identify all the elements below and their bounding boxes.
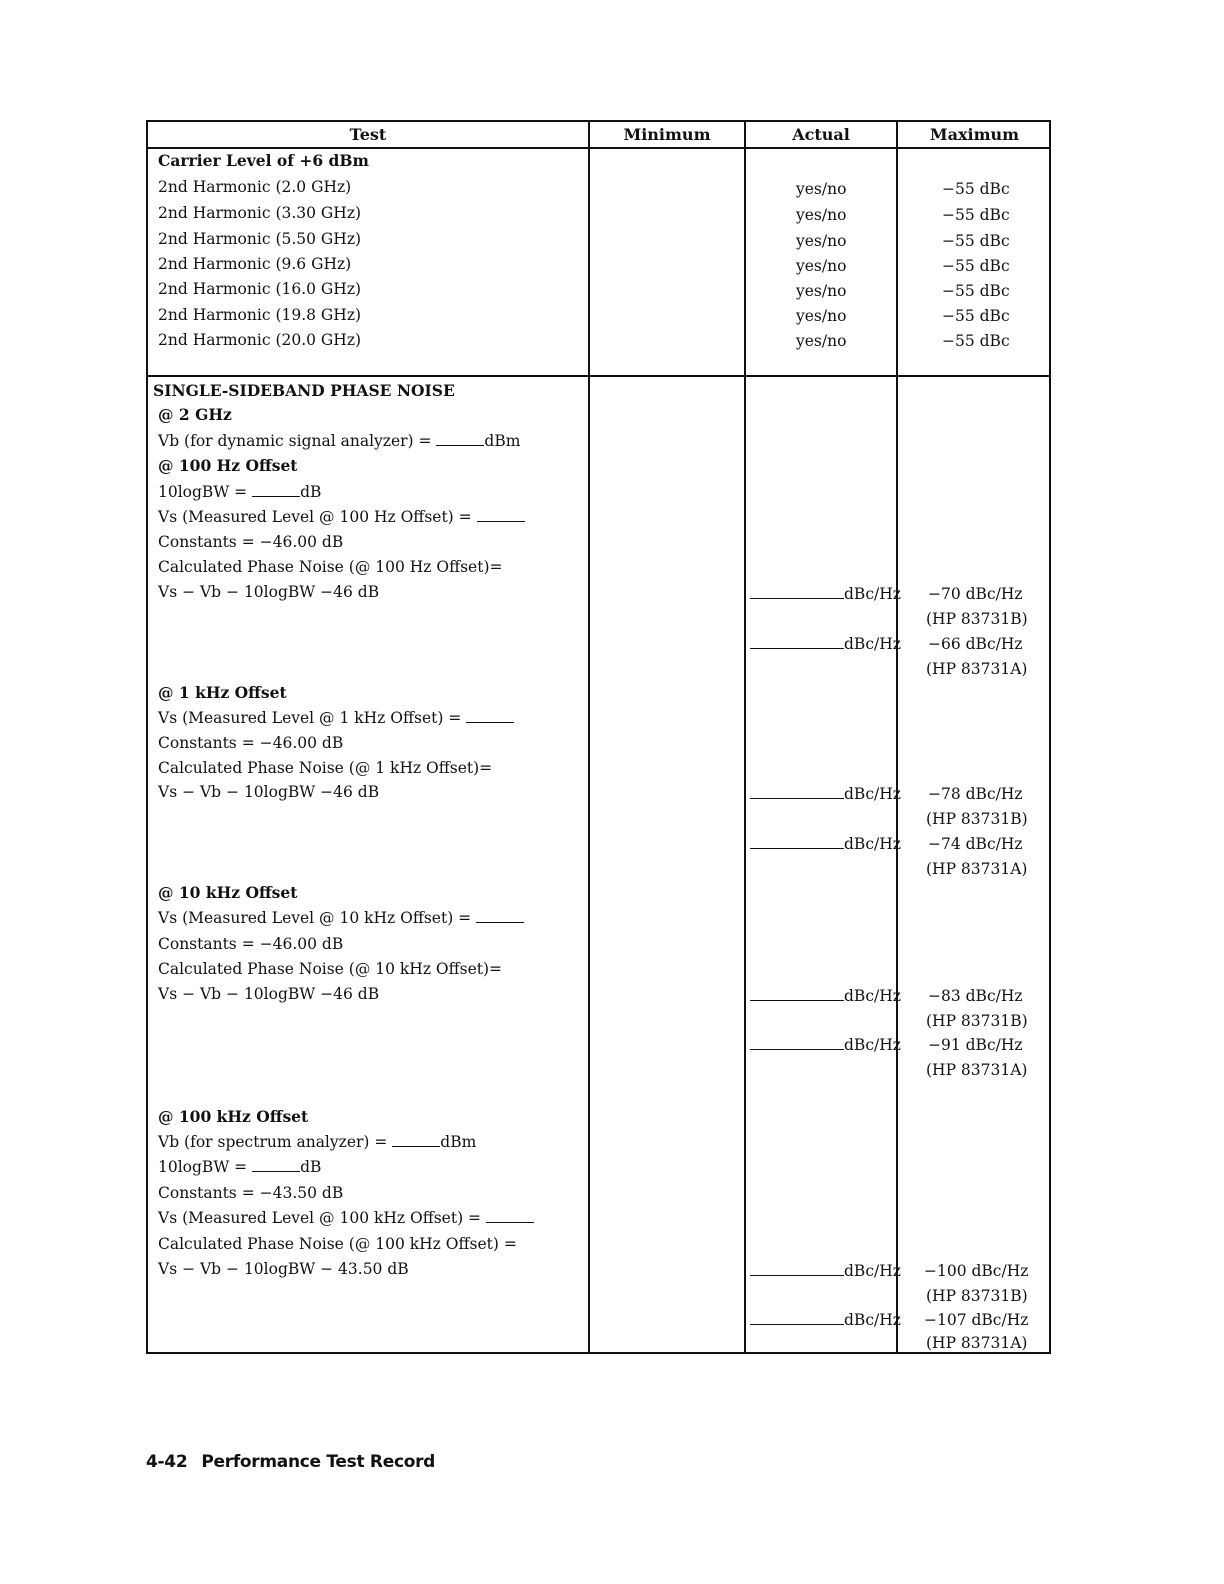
actual-unit: dBc/Hz [844,835,901,853]
actual-entry [750,1261,901,1281]
calc-line: Calculated Phase Noise (@ 10 kHz Offset)= [158,960,503,978]
actual-entry [750,986,901,1006]
vs-label: Vs (Measured Level @ 100 kHz Offset) = [158,1209,486,1227]
harmonic-label: 2nd Harmonic (3.30 GHz) [158,204,362,222]
vb-sa-unit: dBm [440,1133,477,1151]
logbw-unit: dB [300,483,322,501]
max-value: −66 dBc/Hz [928,635,1023,653]
harmonic-max: −55 dBc [942,332,1010,350]
header-actual: Actual [792,125,850,144]
blank-field[interactable] [477,507,525,522]
blank-field[interactable] [466,708,514,723]
harmonic-max: −55 dBc [942,282,1010,300]
vs-line [158,507,525,527]
vs-label: Vs (Measured Level @ 100 Hz Offset) = [158,508,477,526]
harmonic-max: −55 dBc [942,257,1010,275]
actual-unit: dBc/Hz [844,1262,901,1280]
formula-line: Vs − Vb − 10logBW − 43.50 dB [158,1260,409,1278]
logbw-line [158,1157,321,1177]
model-label: (HP 83731B) [926,810,1028,828]
blank-field[interactable] [750,834,844,849]
offset-heading: @ 10 kHz Offset [158,883,298,902]
actual-entry [750,784,901,804]
model-label: (HP 83731A) [926,1061,1028,1079]
logbw-unit: dB [300,1158,322,1176]
harmonic-label: 2nd Harmonic (9.6 GHz) [158,255,352,273]
vb-dsa-unit: dBm [484,432,521,450]
column-divider [744,120,746,1354]
model-label: (HP 83731B) [926,1012,1028,1030]
actual-unit: dBc/Hz [844,635,901,653]
harmonic-label: 2nd Harmonic (19.8 GHz) [158,306,362,324]
constants-line: Constants = −46.00 dB [158,734,344,752]
formula-line: Vs − Vb − 10logBW −46 dB [158,985,380,1003]
harmonic-actual: yes/no [796,282,847,300]
model-label: (HP 83731B) [926,1287,1028,1305]
model-label: (HP 83731B) [926,610,1028,628]
max-value: −78 dBc/Hz [928,785,1023,803]
max-value: −107 dBc/Hz [924,1311,1029,1329]
offset-heading: @ 100 Hz Offset [158,456,298,475]
formula-line: Vs − Vb − 10logBW −46 dB [158,583,380,601]
blank-field[interactable] [252,1157,300,1172]
actual-unit: dBc/Hz [844,1036,901,1054]
max-value: −70 dBc/Hz [928,585,1023,603]
max-value: −74 dBc/Hz [928,835,1023,853]
harmonic-label: 2nd Harmonic (5.50 GHz) [158,230,362,248]
blank-field[interactable] [750,1035,844,1050]
harmonic-max: −55 dBc [942,180,1010,198]
actual-unit: dBc/Hz [844,1311,901,1329]
vs-label: Vs (Measured Level @ 1 kHz Offset) = [158,709,467,727]
section-rule [146,375,1051,377]
constants-line: Constants = −46.00 dB [158,533,344,551]
blank-field[interactable] [252,482,300,497]
blank-field[interactable] [392,1132,440,1147]
actual-unit: dBc/Hz [844,585,901,603]
vs-line [158,908,524,928]
max-value: −100 dBc/Hz [924,1262,1029,1280]
frequency-heading: @ 2 GHz [158,405,232,424]
constants-line: Constants = −46.00 dB [158,935,344,953]
logbw-line [158,482,321,502]
harmonic-label: 2nd Harmonic (2.0 GHz) [158,178,352,196]
actual-unit: dBc/Hz [844,987,901,1005]
blank-field[interactable] [750,1261,844,1276]
column-divider [588,120,590,1354]
harmonic-actual: yes/no [796,307,847,325]
offset-heading: @ 1 kHz Offset [158,683,287,702]
harmonic-actual: yes/no [796,257,847,275]
blank-field[interactable] [750,986,844,1001]
section-title: SINGLE-SIDEBAND PHASE NOISE [153,381,455,400]
vs-line [158,1208,534,1228]
logbw-label: 10logBW = [158,483,253,501]
blank-field[interactable] [750,584,844,599]
blank-field[interactable] [436,431,484,446]
harmonic-label: 2nd Harmonic (16.0 GHz) [158,280,362,298]
calc-line: Calculated Phase Noise (@ 100 kHz Offset) = [158,1235,517,1253]
section-title: Carrier Level of +6 dBm [158,151,369,170]
logbw-label: 10logBW = [158,1158,253,1176]
harmonic-actual: yes/no [796,180,847,198]
actual-entry [750,1035,901,1055]
harmonic-actual: yes/no [796,232,847,250]
offset-heading: @ 100 kHz Offset [158,1107,309,1126]
constants-line: Constants = −43.50 dB [158,1184,344,1202]
model-label: (HP 83731A) [926,660,1028,678]
actual-entry [750,634,901,654]
vb-sa-label: Vb (for spectrum analyzer) = [158,1133,393,1151]
vs-label: Vs (Measured Level @ 10 kHz Offset) = [158,909,477,927]
actual-entry [750,584,901,604]
vb-sa-line [158,1132,476,1152]
calc-line: Calculated Phase Noise (@ 1 kHz Offset)= [158,759,493,777]
actual-entry [750,1310,901,1330]
header-minimum: Minimum [623,125,711,144]
header-rule [146,147,1051,149]
blank-field[interactable] [750,1310,844,1325]
model-label: (HP 83731A) [926,860,1028,878]
harmonic-actual: yes/no [796,332,847,350]
blank-field[interactable] [750,784,844,799]
harmonic-max: −55 dBc [942,307,1010,325]
max-value: −83 dBc/Hz [928,987,1023,1005]
harmonic-label: 2nd Harmonic (20.0 GHz) [158,331,362,349]
blank-field[interactable] [486,1208,534,1223]
header-test: Test [349,125,387,144]
vb-dsa-label: Vb (for dynamic signal analyzer) = [158,432,437,450]
column-divider [896,120,898,1354]
formula-line: Vs − Vb − 10logBW −46 dB [158,783,380,801]
page-footer [146,1452,435,1472]
model-label: (HP 83731A) [926,1334,1028,1352]
header-maximum: Maximum [929,125,1020,144]
harmonic-actual: yes/no [796,206,847,224]
max-value: −91 dBc/Hz [928,1036,1023,1054]
footer-title: Performance Test Record [201,1452,436,1472]
harmonic-max: −55 dBc [942,232,1010,250]
blank-field[interactable] [476,908,524,923]
calc-line: Calculated Phase Noise (@ 100 Hz Offset)= [158,558,503,576]
actual-unit: dBc/Hz [844,785,901,803]
vs-line [158,708,514,728]
vb-dsa-line [158,431,520,451]
actual-entry [750,834,901,854]
harmonic-max: −55 dBc [942,206,1010,224]
page-number: 4-42 [146,1452,188,1472]
blank-field[interactable] [750,634,844,649]
